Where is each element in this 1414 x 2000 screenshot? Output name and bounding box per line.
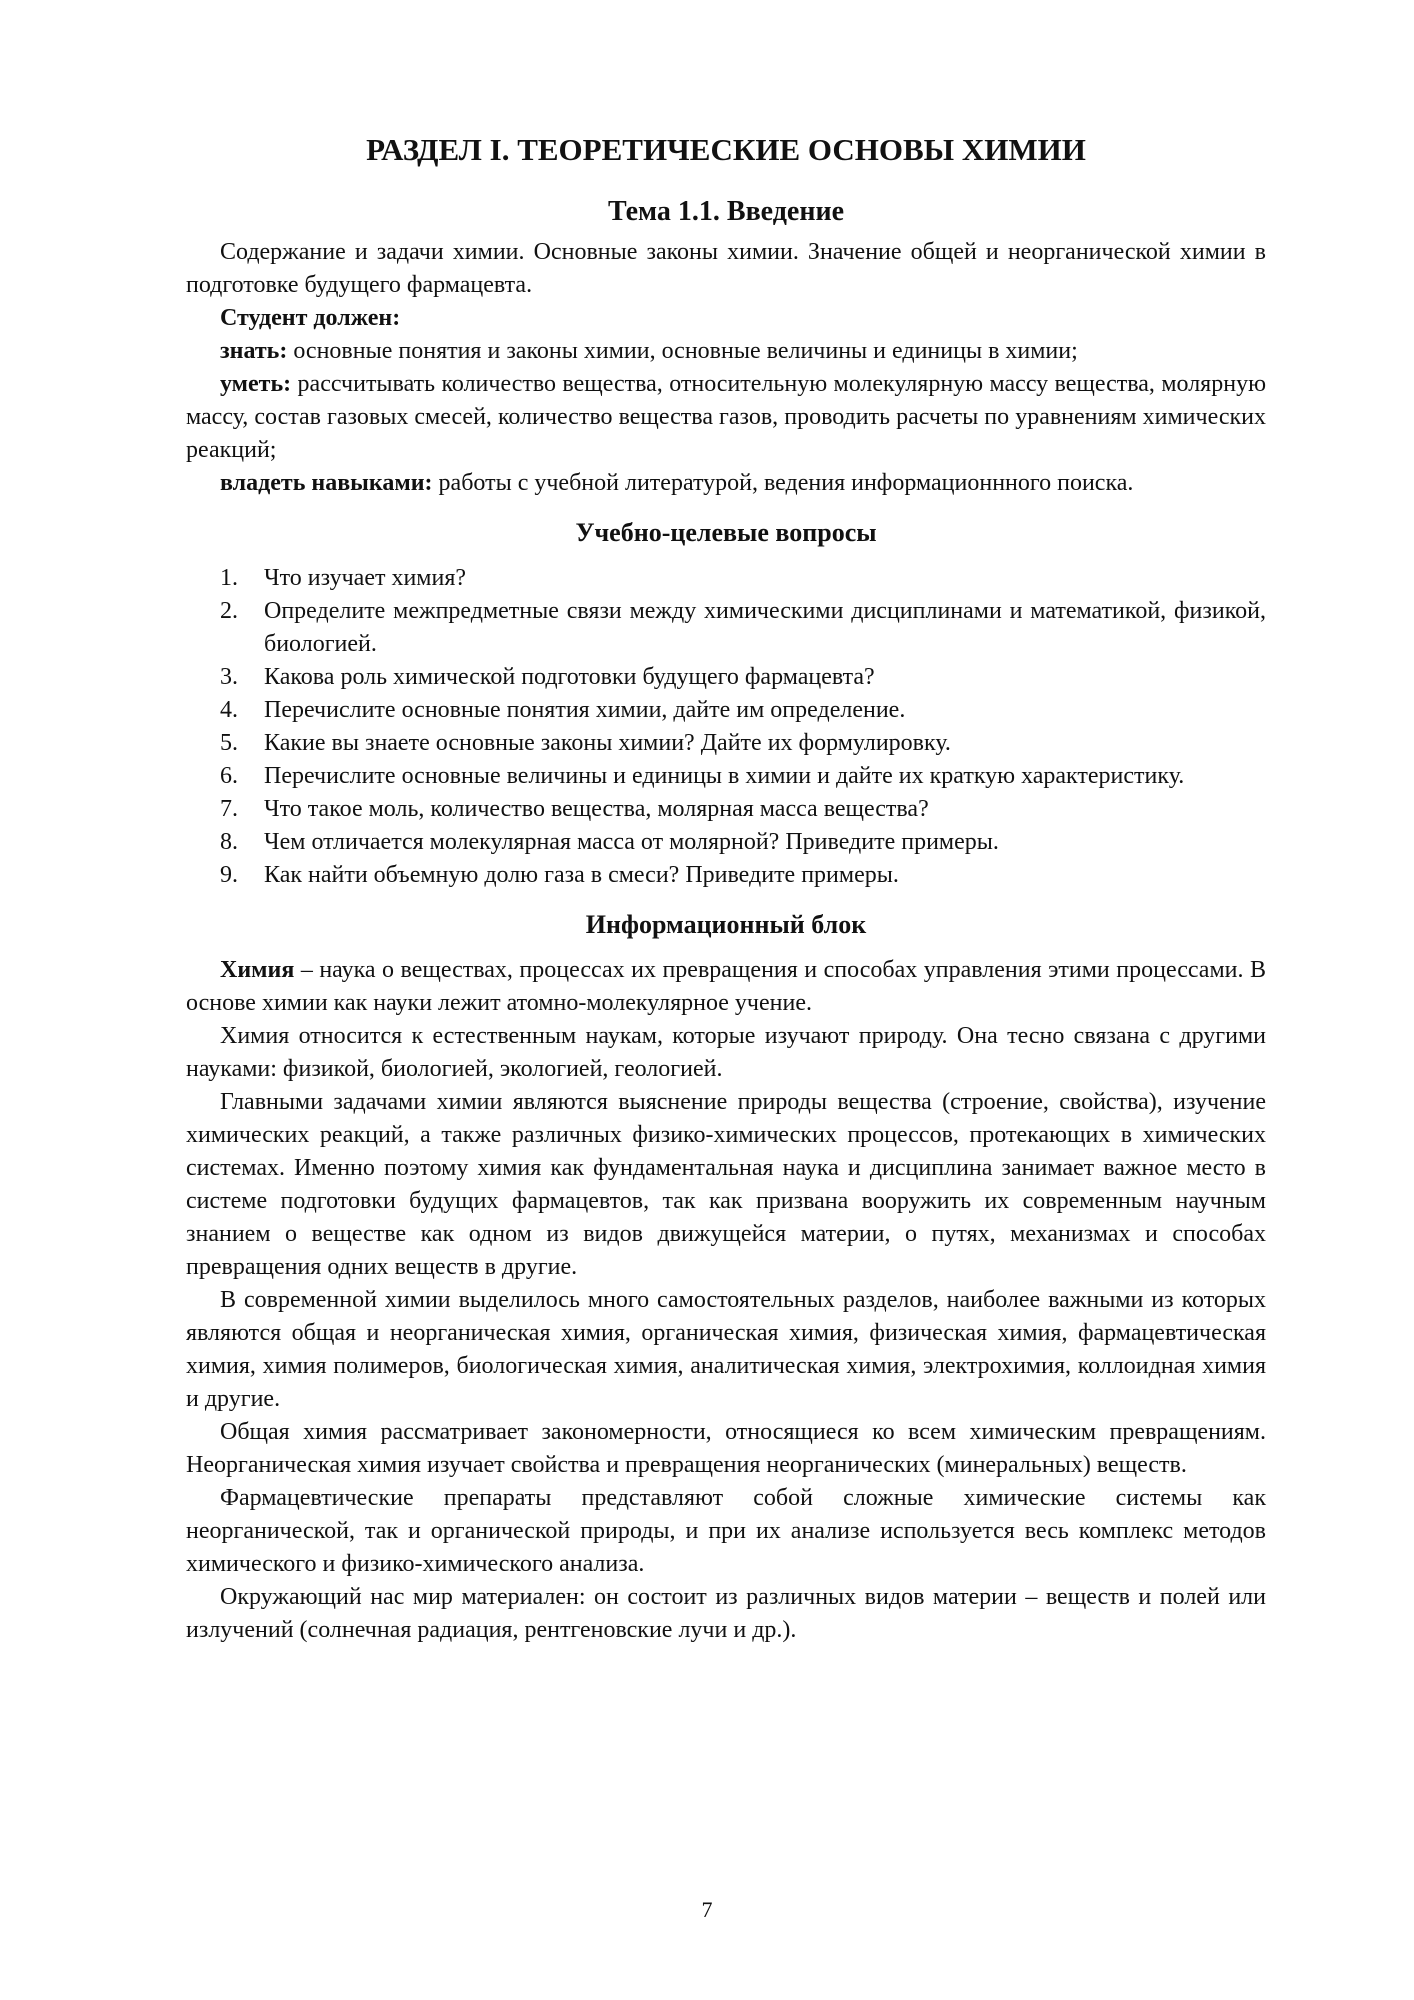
student-must-heading — [186, 302, 1266, 335]
info-title: Информационный блок — [585, 910, 867, 939]
section-title: РАЗДЕЛ I. ТЕОРЕТИЧЕСКИЕ ОСНОВЫ ХИМИИ — [366, 132, 1086, 167]
question-number: 9. — [220, 862, 238, 888]
info-paragraph: Химия относится к естественным наукам, которые изучают природу. Она тесно связана с другими науками: физикой, биологией, экологией, геологией. — [186, 1023, 1266, 1082]
able-label: уметь: — [220, 371, 292, 397]
question-text: Перечислите основные величины и единицы в химии и дайте их краткую характеристику. — [264, 763, 1185, 789]
question-number: 4. — [220, 697, 238, 723]
know-text: основные понятия и законы химии, основные величины и единицы в химии; — [287, 338, 1078, 364]
questions-list — [186, 562, 1266, 892]
info-paragraph: Общая химия рассматривает закономерности, относящиеся ко всем химическим превращениям. Неорганическая химия изучает свойства и превращения неорганических (минеральных) веществ. — [186, 1419, 1266, 1478]
info-term-text: – наука о веществах, процессах их превращения и способах управления этими процессами. В основе химии как науки лежит атомно-молекулярное учение. — [186, 957, 1266, 1016]
skills-text: работы с учебной литературой, ведения информационнного поиска. — [432, 470, 1134, 496]
question-text: Что такое моль, количество вещества, молярная масса вещества? — [264, 796, 929, 822]
question-number: 6. — [220, 763, 238, 789]
question-text: Как найти объемную долю газа в смеси? Приведите примеры. — [264, 862, 899, 888]
able-paragraph — [186, 368, 1266, 467]
question-number: 8. — [220, 829, 238, 855]
list-item — [186, 859, 1266, 892]
list-item — [186, 661, 1266, 694]
info-paragraph: Главными задачами химии являются выяснение природы вещества (строение, свойства), изучение химических реакций, а также различных физико-химических процессов, протекающих в химических системах. Именно поэтому химия как фундаментальная наука и дисциплина занимает важное место в системе подготовки будущих фармацевтов, так как призвана вооружить их современным научным знанием о веществе как одном из видов движущейся материи, о путях, механизмах и способах превращения одних веществ в другие. — [186, 1089, 1266, 1280]
question-text: Какие вы знаете основные законы химии? Дайте их формулировку. — [264, 730, 951, 756]
info-paragraph — [186, 954, 1266, 1020]
know-paragraph — [186, 335, 1266, 368]
topic-title: Тема 1.1. Введение — [607, 196, 845, 227]
list-item — [186, 595, 1266, 661]
info-paragraph: Окружающий нас мир материален: он состоит из различных видов материи – веществ и полей или излучений (солнечная радиация, рентгеновские лучи и др.). — [186, 1584, 1266, 1643]
page-number: 7 — [701, 1897, 713, 1922]
info-paragraph: В современной химии выделилось много самостоятельных разделов, наиболее важными из которых являются общая и неорганическая химия, органическая химия, физическая химия, фармацевтическая химия, химия полимеров, биологическая химия, аналитическая химия, электрохимия, коллоидная химия и другие. — [186, 1287, 1266, 1412]
able-text: рассчитывать количество вещества, относительную молекулярную массу вещества, молярную массу, состав газовых смесей, количество вещества газов, проводить расчеты по уравнениям химических реакций; — [186, 371, 1266, 463]
questions-title: Учебно-целевые вопросы — [575, 518, 877, 547]
intro-paragraph: Содержание и задачи химии. Основные законы химии. Значение общей и неорганической химии в подготовке будущего фармацевта. — [186, 239, 1266, 298]
question-text: Какова роль химической подготовки будущего фармацевта? — [264, 664, 875, 690]
student-must-label: Студент должен: — [220, 305, 401, 331]
question-number: 1. — [220, 565, 238, 591]
question-number: 5. — [220, 730, 238, 756]
question-number: 7. — [220, 796, 238, 822]
question-text: Чем отличается молекулярная масса от молярной? Приведите примеры. — [264, 829, 999, 855]
question-number: 3. — [220, 664, 238, 690]
question-text: Что изучает химия? — [264, 565, 467, 591]
content — [186, 130, 1266, 1647]
skills-paragraph — [186, 467, 1266, 500]
question-text: Перечислите основные понятия химии, дайте им определение. — [264, 697, 906, 723]
list-item — [186, 826, 1266, 859]
question-text: Определите межпредметные связи между химическими дисциплинами и математикой, физикой, биологией. — [264, 598, 1266, 657]
question-number: 2. — [220, 598, 238, 624]
list-item — [186, 727, 1266, 760]
list-item — [186, 562, 1266, 595]
info-term: Химия — [220, 957, 295, 983]
list-item — [186, 760, 1266, 793]
info-paragraph: Фармацевтические препараты представляют собой сложные химические системы как неорганической, так и органической природы, и при их анализе используется весь комплекс методов химического и физико-химического анализа. — [186, 1485, 1266, 1577]
know-label: знать: — [220, 338, 288, 364]
list-item — [186, 694, 1266, 727]
list-item — [186, 793, 1266, 826]
skills-label: владеть навыками: — [220, 470, 433, 496]
